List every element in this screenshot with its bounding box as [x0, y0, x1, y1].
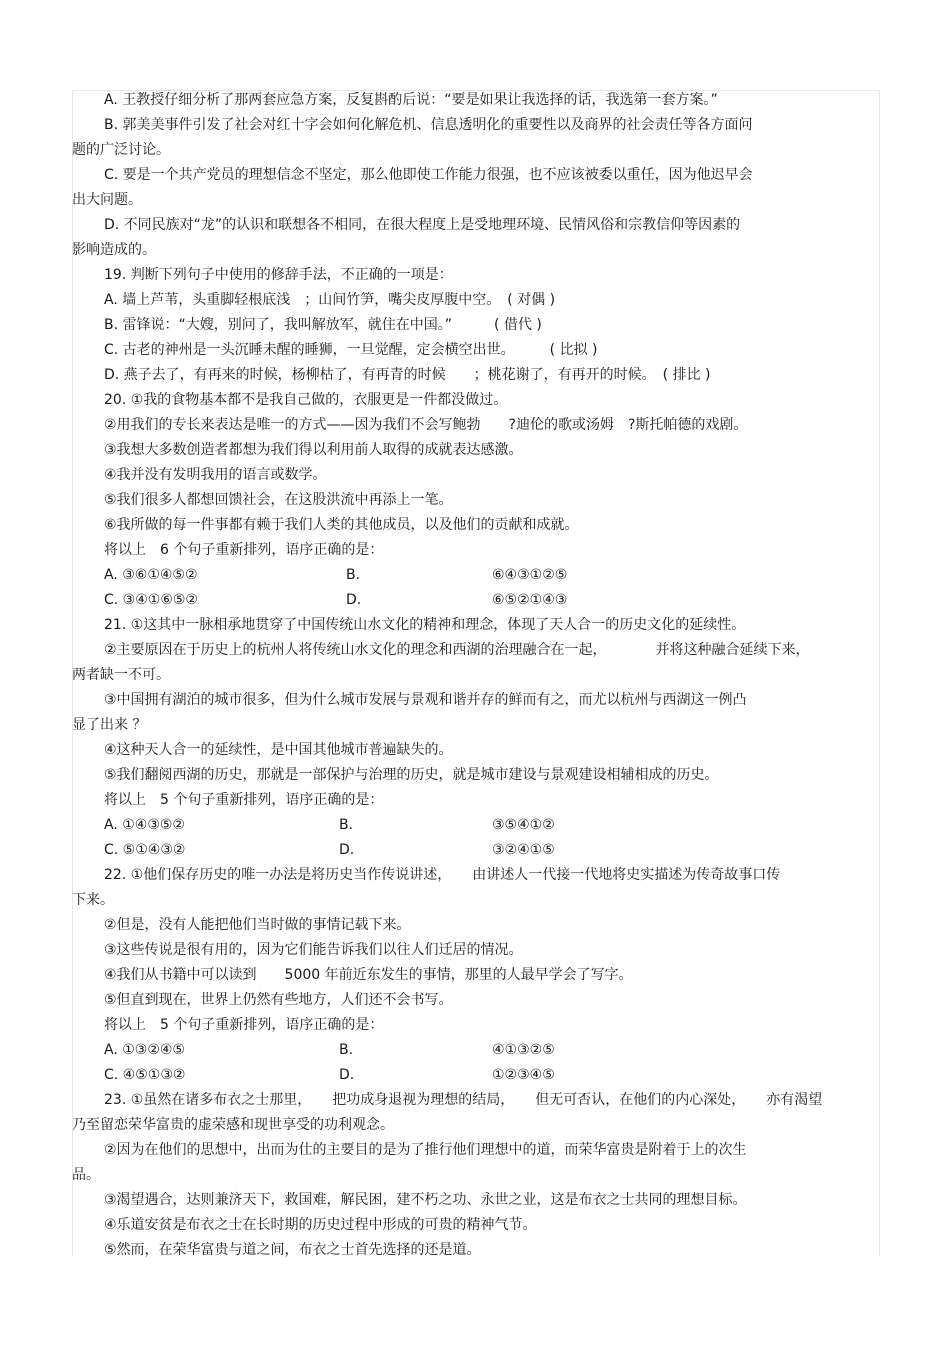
sentence-21-4: ④这种天人合一的延续性，是中国其他城市普遍缺失的。	[104, 742, 453, 758]
answer-20b: ⑥④③①②⑤	[492, 567, 568, 583]
sentence-22-2: ②但是，没有人能把他们当时做的事情记载下来。	[104, 917, 411, 933]
option-19b: B. 雷锋说：“大嫂，别问了，我叫解放军，就住在中国。” ( 借代 )	[104, 317, 542, 333]
option-18b: B. 郭美美事件引发了社会对红十字会如何化解危机、信息透明化的重要性以及商界的社会责任等各方面问	[104, 117, 753, 133]
sentence-23-3: ③渴望遇合，达则兼济天下，救国难，解民困，建不朽之功、永世之业，这是布衣之士共同的理想目标。	[104, 1192, 747, 1208]
answer-22a: A. ①③②④⑤	[104, 1042, 185, 1058]
sentence-20-5: ⑤我们很多人都想回馈社会，在这股洪流中再添上一笔。	[104, 492, 453, 508]
sentence-22-3: ③这些传说是很有用的，因为它们能告诉我们以往人们迁居的情况。	[104, 942, 523, 958]
answer-22b-label: B.	[339, 1042, 354, 1058]
answer-20a: A. ③⑥①④⑤②	[104, 567, 198, 583]
answer-22c: C. ④⑤①③②	[104, 1067, 186, 1083]
question-23-cont: 乃至留恋荣华富贵的虚荣感和现世享受的功利观念。	[72, 1117, 394, 1133]
answer-20d: ⑥⑤②①④③	[492, 592, 568, 608]
sentence-22-5: ⑤但直到现在，世界上仍然有些地方，人们还不会书写。	[104, 992, 453, 1008]
sentence-20-3: ③我想大多数创造者都想为我们得以利用前人取得的成就表达感激。	[104, 442, 523, 458]
answer-20b-label: B.	[346, 567, 361, 583]
answer-21c: C. ⑤①④③②	[104, 842, 186, 858]
answer-21d-label: D.	[339, 842, 355, 858]
option-19d: D. 燕子去了，有再来的时候，杨柳枯了，有再青的时候 ；桃花谢了，有再开的时候。 ( 排比 )	[104, 367, 711, 383]
sentence-23-2: ②因为在他们的思想中，出而为仕的主要目的是为了推行他们理想中的道，而荣华富贵是附着于上的次生	[104, 1142, 747, 1158]
answer-20c: C. ③④①⑥⑤②	[104, 592, 198, 608]
option-18c-cont: 出大问题。	[72, 192, 142, 208]
question-22: 22. ①他们保存历史的唯一办法是将历史当作传说讲述， 由讲述人一代接一代地将史实描述为传奇故事口传	[104, 867, 781, 883]
sentence-20-6: ⑥我所做的每一件事都有赖于我们人类的其他成员，以及他们的贡献和成就。	[104, 517, 579, 533]
question-23: 23. ①虽然在诸多布衣之士那里， 把功成身退视为理想的结局， 但无可否认，在他们的内心深处， 亦有渴望	[104, 1092, 823, 1108]
option-18d: D. 不同民族对“龙”的认识和联想各不相同，在很大程度上是受地理环境、民情风俗和宗教信仰等因素的	[104, 217, 741, 233]
option-18c: C. 要是一个共产党员的理想信念不坚定，那么他即使工作能力很强，也不应该被委以重任，因为他迟早会	[104, 167, 753, 183]
sentence-23-4: ④乐道安贫是布衣之士在长时期的历史过程中形成的可贵的精神气节。	[104, 1217, 537, 1233]
sentence-23-2-cont: 品。	[72, 1167, 100, 1183]
answer-22d-label: D.	[339, 1067, 355, 1083]
question-22-cont: 下来。	[72, 892, 114, 908]
option-18a: A. 王教授仔细分析了那两套应急方案，反复斟酌后说：“要是如果让我选择的话，我选第一套方案。”	[104, 92, 718, 108]
question-19: 19. 判断下列句子中使用的修辞手法，不正确的一项是：	[104, 267, 453, 283]
option-18d-cont: 影响造成的。	[72, 242, 156, 258]
sentence-23-5: ⑤然而，在荣华富贵与道之间，布衣之士首先选择的还是道。	[104, 1242, 481, 1258]
option-19a: A. 墙上芦苇，头重脚轻根底浅 ；山间竹笋，嘴尖皮厚腹中空。 ( 对偶 )	[104, 292, 556, 308]
sentence-21-3: ③中国拥有湖泊的城市很多，但为什么城市发展与景观和谐并存的鲜而有之，而尤以杭州与西湖这一例凸	[104, 692, 747, 708]
sentence-20-2: ②用我们的专长来表达是唯一的方式——因为我们不会写鲍勃 ?迪伦的歌或汤姆 ?斯托帕德的戏剧。	[104, 417, 748, 433]
sentence-20-4: ④我并没有发明我用的语言或数学。	[104, 467, 327, 483]
page-frame	[72, 90, 880, 1256]
answer-20d-label: D.	[346, 592, 362, 608]
answer-21a: A. ①④③⑤②	[104, 817, 185, 833]
instruction-20: 将以上 6 个句子重新排列，语序正确的是：	[104, 542, 384, 558]
question-21: 21. ①这其中一脉相承地贯穿了中国传统山水文化的精神和理念，体现了天人合一的历史文化的延续性。	[104, 617, 746, 633]
answer-21b: ③⑤④①②	[492, 817, 555, 833]
question-20: 20. ①我的食物基本都不是我自己做的，衣服更是一件都没做过。	[104, 392, 508, 408]
sentence-21-2: ②主要原因在于历史上的杭州人将传统山水文化的理念和西湖的治理融合在一起， 并将这种融合延续下来，	[104, 642, 810, 658]
sentence-22-4: ④我们从书籍中可以读到 5000 年前近东发生的事情，那里的人最早学会了写字。	[104, 967, 633, 983]
answer-21b-label: B.	[339, 817, 354, 833]
instruction-21: 将以上 5 个句子重新排列，语序正确的是：	[104, 792, 384, 808]
option-18b-cont: 题的广泛讨论。	[72, 142, 170, 158]
answer-22b: ④①③②⑤	[492, 1042, 555, 1058]
option-19c: C. 古老的神州是一头沉睡未醒的睡狮，一旦觉醒，定会横空出世。 ( 比拟 )	[104, 342, 598, 358]
sentence-21-5: ⑤我们翻阅西湖的历史，那就是一部保护与治理的历史，就是城市建设与景观建设相辅相成的历史。	[104, 767, 719, 783]
instruction-22: 将以上 5 个句子重新排列，语序正确的是：	[104, 1017, 384, 1033]
sentence-21-2-cont: 两者缺一不可。	[72, 667, 170, 683]
answer-21d: ③②④①⑤	[492, 842, 555, 858]
sentence-21-3-cont: 显了出来 ？	[72, 717, 147, 733]
answer-22d: ①②③④⑤	[492, 1067, 555, 1083]
